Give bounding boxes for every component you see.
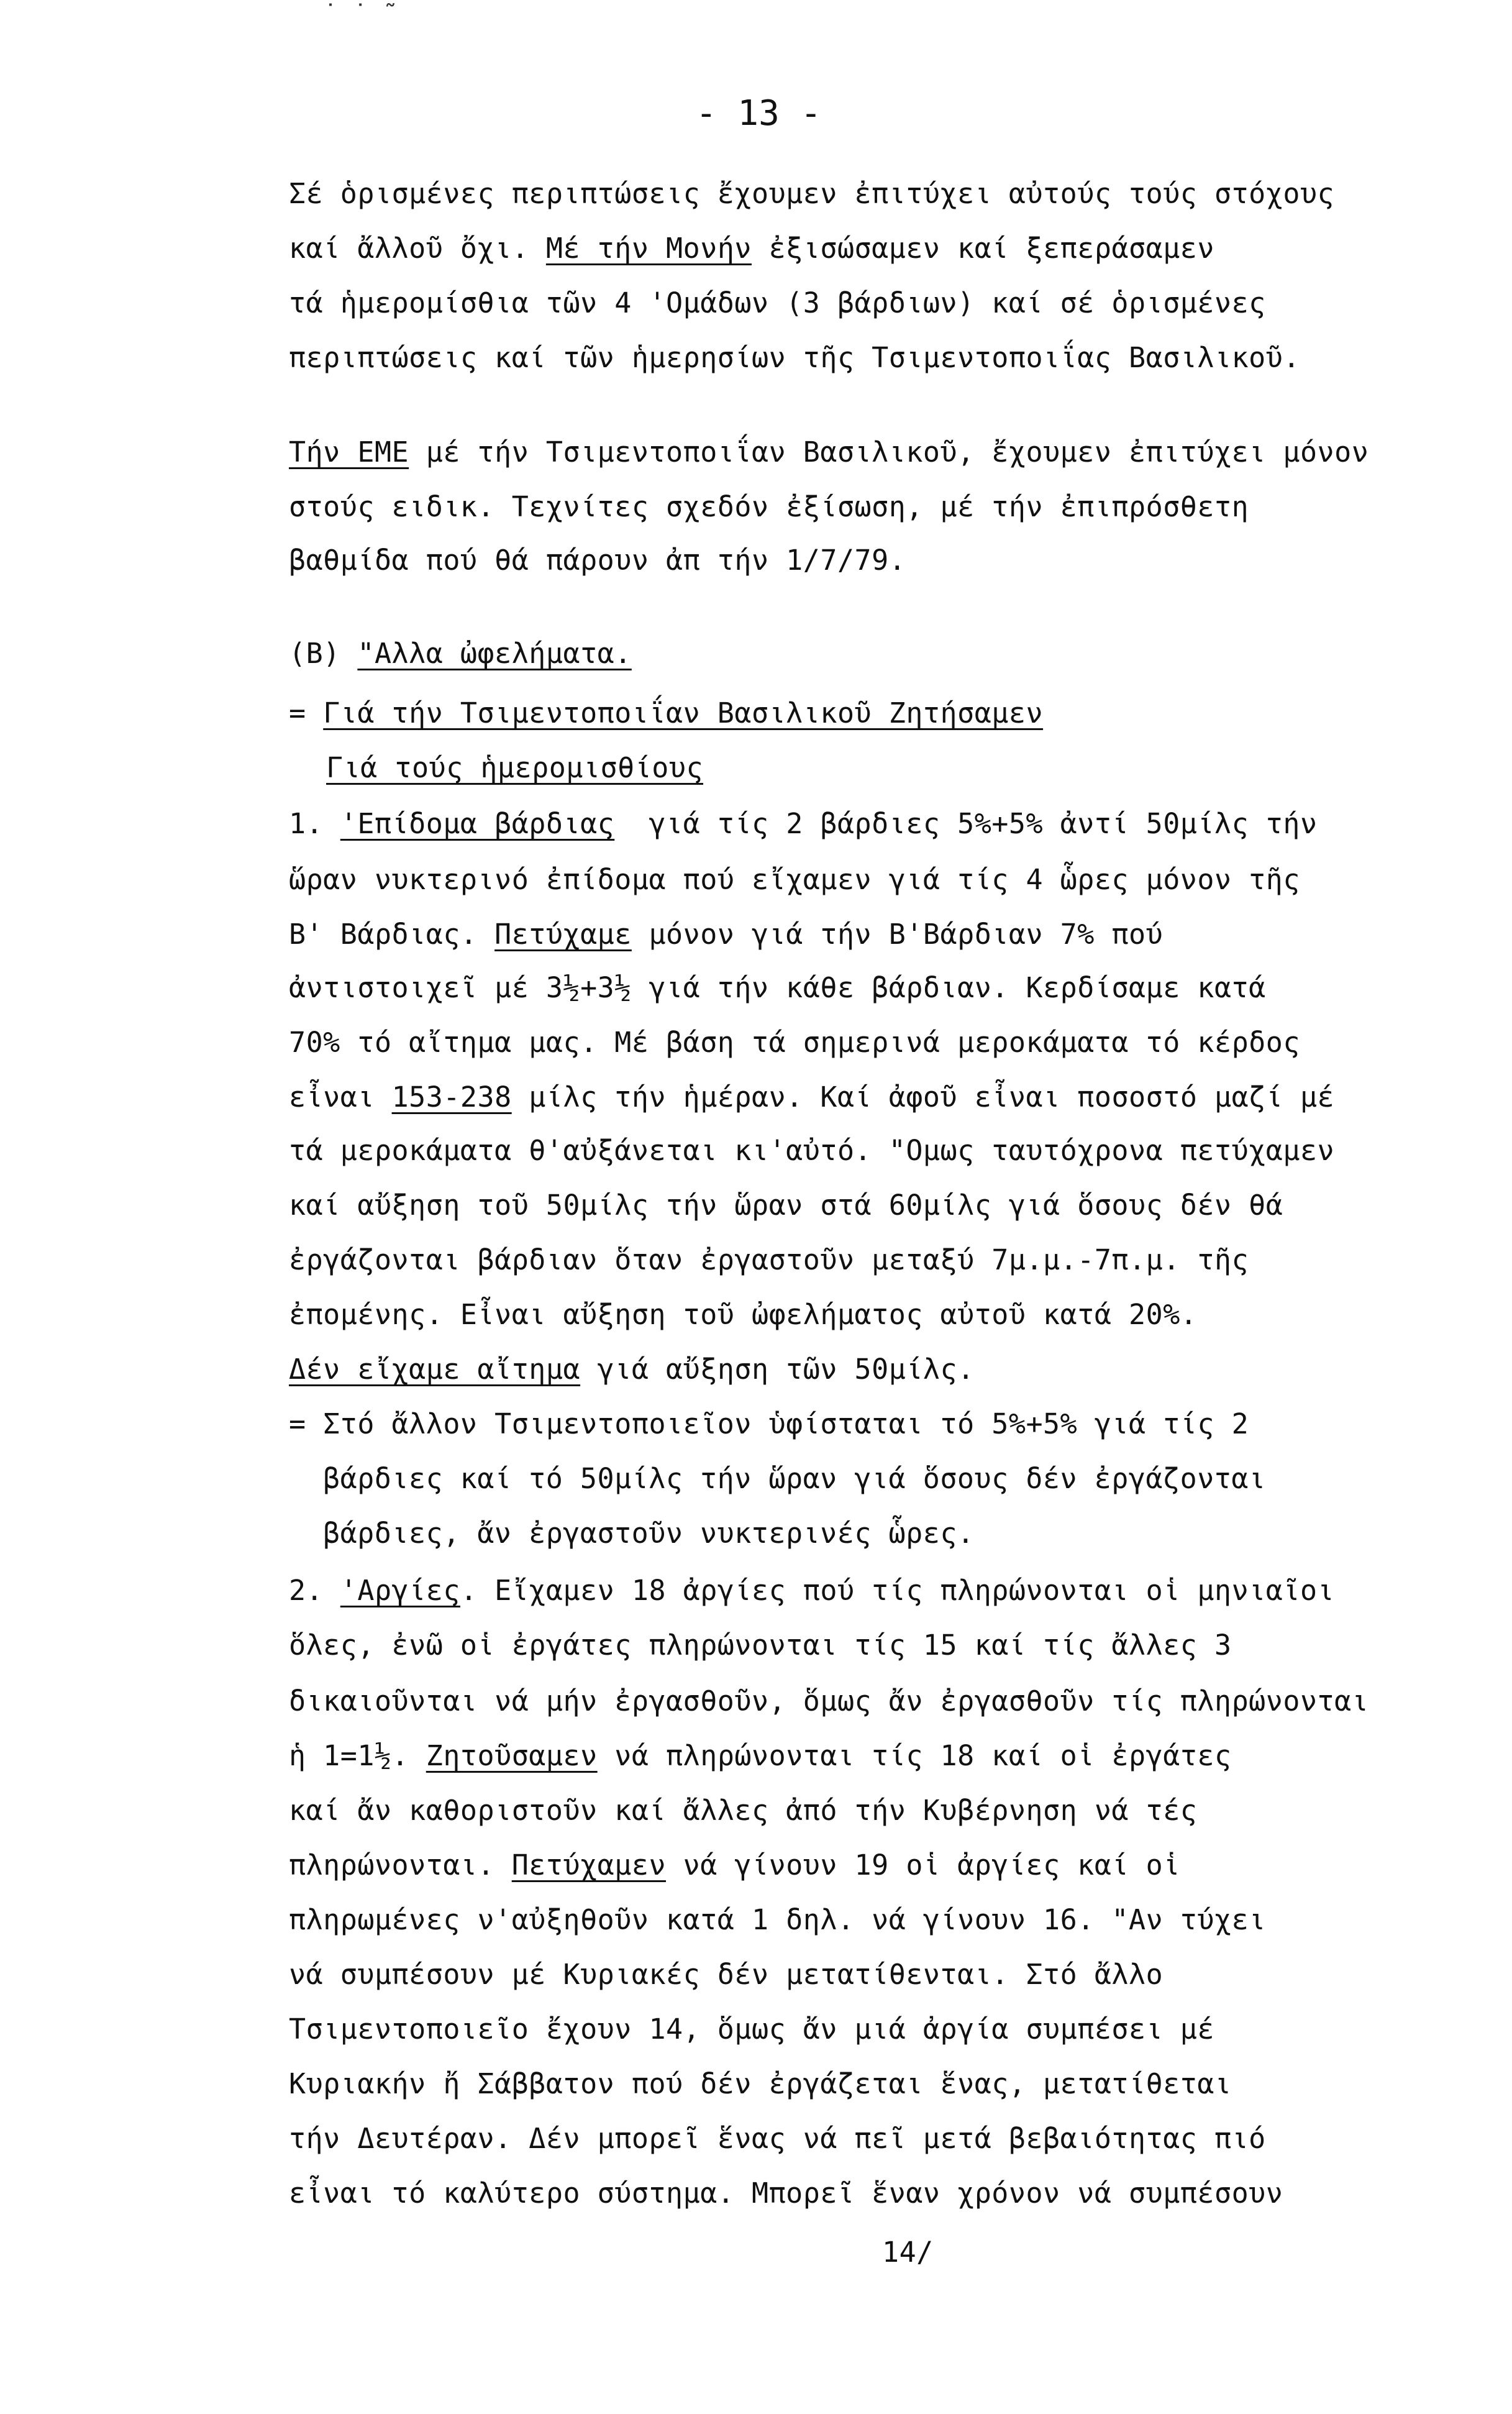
underlined-text: Γιά τούς ἡμερομισθίους bbox=[326, 751, 704, 784]
text-line: εἶναι 153-238 μίλς τήν ἡμέραν. Καί ἀφοῦ εἶναι ποσοστό μαζί μέ bbox=[289, 1081, 1335, 1113]
text-line: καί αὔξηση τοῦ 50μίλς τήν ὥραν στά 60μίλς γιά ὅσους δέν θά bbox=[289, 1189, 1283, 1222]
text-line: ἐργάζονται βάρδιαν ὅταν ἐργαστοῦν μεταξύ 7μ.μ.-7π.μ. τῆς bbox=[289, 1243, 1249, 1276]
text-line: πληρωμένες ν'αὐξηθοῦν κατά 1 δηλ. νά γίνουν 16. "Αν τύχει bbox=[289, 1903, 1266, 1936]
page-number: - 13 - bbox=[696, 93, 822, 134]
text-line: ἐπομένης. Εἶναι αὔξηση τοῦ ὠφελήματος αὐτοῦ κατά 20%. bbox=[289, 1298, 1198, 1331]
text-line: στούς ειδικ. Τεχνίτες σχεδόν ἐξίσωση, μέ τήν ἐπιπρόσθετη bbox=[289, 490, 1249, 523]
underlined-text: Μέ τήν Μονήν bbox=[545, 232, 752, 265]
underlined-text: Τήν ΕΜΕ bbox=[289, 436, 409, 469]
scan-marks: ˙ ˙ ˜ bbox=[323, 0, 398, 29]
text-line: 70% τό αἴτημα μας. Μέ βάση τά σημερινά μεροκάματα τό κέρδος bbox=[289, 1026, 1300, 1059]
text-line: 2. 'Αργίες. Εἴχαμεν 18 ἀργίες πού τίς πληρώνονται οἱ μηνιαῖοι bbox=[289, 1574, 1335, 1607]
underlined-text: Πετύχαμεν bbox=[511, 1849, 667, 1881]
text-line: 1. 'Επίδομα βάρδιας γιά τίς 2 βάρδιες 5%+5% ἀντί 50μίλς τήν bbox=[289, 807, 1318, 840]
underlined-text: "Αλλα ὠφελήματα. bbox=[357, 637, 632, 670]
text-line: βάρδιες, ἄν ἐργαστοῦν νυκτερινές ὧρες. bbox=[323, 1517, 975, 1550]
subheading: = Γιά τήν Τσιμεντοποιΐαν Βασιλικοῦ Ζητήσαμεν bbox=[289, 697, 1044, 729]
text-line: Τσιμεντοποιεῖο ἔχουν 14, ὅμως ἄν μιά ἀργία συμπέσει μέ bbox=[289, 2013, 1214, 2046]
text-line: ὅλες, ἐνῶ οἱ ἐργάτες πληρώνονται τίς 15 καί τίς ἄλλες 3 bbox=[289, 1629, 1232, 1662]
underlined-text: 153-238 bbox=[391, 1081, 512, 1113]
underlined-text: Ζητοῦσαμεν bbox=[426, 1739, 598, 1772]
text-line: = Στό ἄλλον Τσιμεντοποιεῖον ὑφίσταται τό 5%+5% γιά τίς 2 bbox=[289, 1407, 1249, 1440]
text-line: Β' Βάρδιας. Πετύχαμε μόνον γιά τήν Β'Βάρδιαν 7% πού bbox=[289, 918, 1164, 951]
text-line: ἡ 1=1½. Ζητοῦσαμεν νά πληρώνονται τίς 18 καί οἱ ἐργάτες bbox=[289, 1739, 1232, 1772]
text-line: καί ἄν καθοριστοῦν καί ἄλλες ἀπό τήν Κυβέρνηση νά τές bbox=[289, 1794, 1198, 1827]
text-line: νά συμπέσουν μέ Κυριακές δέν μετατίθενται. Στό ἄλλο bbox=[289, 1958, 1164, 1991]
underlined-text: Γιά τήν Τσιμεντοποιΐαν Βασιλικοῦ Ζητήσαμεν bbox=[323, 697, 1044, 729]
text-line: δικαιοῦνται νά μήν ἐργασθοῦν, ὅμως ἄν ἐργασθοῦν τίς πληρώνονται bbox=[289, 1685, 1369, 1717]
underlined-text: 'Επίδομα βάρδιας bbox=[340, 807, 615, 840]
text-line: Κυριακήν ἤ Σάββατον πού δέν ἐργάζεται ἕνας, μετατίθεται bbox=[289, 2067, 1232, 2100]
text-line: βάρδιες καί τό 50μίλς τήν ὥραν γιά ὅσους δέν ἐργάζονται bbox=[323, 1462, 1266, 1495]
text-line: τά μεροκάματα θ'αὐξάνεται κι'αὐτό. "Ομως ταυτόχρονα πετύχαμεν bbox=[289, 1134, 1335, 1167]
text-line: Δέν εἴχαμε αἴτημα γιά αὔξηση τῶν 50μίλς. bbox=[289, 1353, 975, 1386]
text-line: περιπτώσεις καί τῶν ἡμερησίων τῆς Τσιμεντοποιΐας Βασιλικοῦ. bbox=[289, 341, 1300, 374]
underlined-text: Πετύχαμε bbox=[494, 918, 632, 951]
text-line: πληρώνονται. Πετύχαμεν νά γίνουν 19 οἱ ἀργίες καί οἱ bbox=[289, 1849, 1180, 1881]
text-line: τά ἡμερομίσθια τῶν 4 'Ομάδων (3 βάρδιων) καί σέ ὁρισμένες bbox=[289, 286, 1266, 319]
text-line: καί ἄλλοῦ ὄχι. Μέ τήν Μονήν ἐξισώσαμεν καί ξεπεράσαμεν bbox=[289, 232, 1214, 265]
text-line: τήν Δευτέραν. Δέν μπορεῖ ἕνας νά πεῖ μετά βεβαιότητας πιό bbox=[289, 2122, 1266, 2155]
text-line: εἶναι τό καλύτερο σύστημα. Μπορεῖ ἕναν χρόνον νά συμπέσουν bbox=[289, 2177, 1283, 2210]
underlined-text: Δέν εἴχαμε αἴτημα bbox=[289, 1353, 581, 1386]
section-heading: (Β) "Αλλα ὠφελήματα. bbox=[289, 637, 632, 670]
underlined-text: 'Αργίες bbox=[340, 1574, 460, 1607]
text-line: ὥραν νυκτερινό ἐπίδομα πού εἴχαμεν γιά τίς 4 ὧρες μόνον τῆς bbox=[289, 863, 1300, 896]
text-line: βαθμίδα πού θά πάρουν ἀπ τήν 1/7/79. bbox=[289, 544, 906, 577]
subheading bbox=[326, 749, 703, 787]
text-line: Σέ ὁρισμένες περιπτώσεις ἔχουμεν ἐπιτύχει αὐτούς τούς στόχους bbox=[289, 177, 1335, 210]
text-line: Τήν ΕΜΕ μέ τήν Τσιμεντοποιΐαν Βασιλικοῦ, ἔχουμεν ἐπιτύχει μόνον bbox=[289, 436, 1369, 469]
text-line: ἀντιστοιχεῖ μέ 3½+3½ γιά τήν κάθε βάρδιαν. Κερδίσαμε κατά bbox=[289, 971, 1266, 1004]
continuation-marker: 14/ bbox=[882, 2236, 934, 2269]
